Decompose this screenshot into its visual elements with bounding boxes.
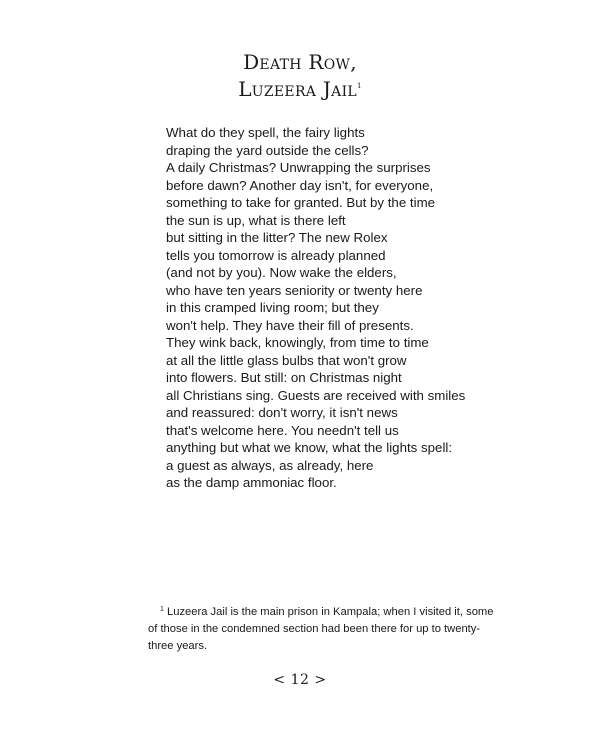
- poem-line: as the damp ammoniac floor.: [166, 475, 337, 490]
- poem-title: [0, 50, 600, 101]
- poem-title-line-1: Death Row,: [243, 50, 357, 74]
- poem-line: A daily Christmas? Unwrapping the surprises: [166, 160, 431, 175]
- poem-line: all Christians sing. Guests are received with smiles: [166, 387, 466, 403]
- poem-line: but sitting in the litter? The new Rolex: [166, 230, 388, 245]
- poem-line: something to take for granted. But by the time: [166, 195, 436, 210]
- poem-line: in this cramped living room; but they: [166, 300, 379, 315]
- poem-line: at all the little glass bulbs that won't grow: [166, 352, 407, 368]
- poem-line: What do they spell, the fairy lights: [166, 125, 365, 140]
- footnote-text: Luzeera Jail is the main prison in Kampala; when I visited it, some of those in the condemned section had been there for up to twenty-three years.: [148, 606, 494, 652]
- poem-line: draping the yard outside the cells?: [166, 142, 369, 158]
- poem-title-line-2: [0, 74, 600, 101]
- footnote-marker: 1: [160, 606, 164, 613]
- title-footnote-marker: 1: [357, 82, 362, 90]
- poem-line: and reassured: don't worry, it isn't news: [166, 405, 398, 420]
- poem-line: into flowers. But still: on Christmas night: [166, 370, 402, 385]
- footnote: [148, 601, 500, 655]
- poem-line: who have ten years seniority or twenty here: [166, 282, 423, 298]
- poem-line: tells you tomorrow is already planned: [166, 247, 386, 263]
- poem-line: (and not by you). Now wake the elders,: [166, 265, 397, 280]
- poem-line: They wink back, knowingly, from time to time: [166, 335, 429, 350]
- poem-line: that's welcome here. You needn't tell us: [166, 422, 399, 438]
- poem-body: [166, 124, 496, 492]
- poem-line: before dawn? Another day isn't, for everyone,: [166, 177, 434, 193]
- poem-line: won't help. They have their fill of presents.: [166, 317, 414, 333]
- poem-line: the sun is up, what is there left: [166, 212, 346, 228]
- poem-title-line-2-text: Luzeera Jail: [238, 77, 358, 101]
- page-number: < 12 >: [273, 672, 327, 688]
- poem-line: anything but what we know, what the lights spell:: [166, 440, 453, 455]
- poem-line: a guest as always, as already, here: [166, 457, 374, 473]
